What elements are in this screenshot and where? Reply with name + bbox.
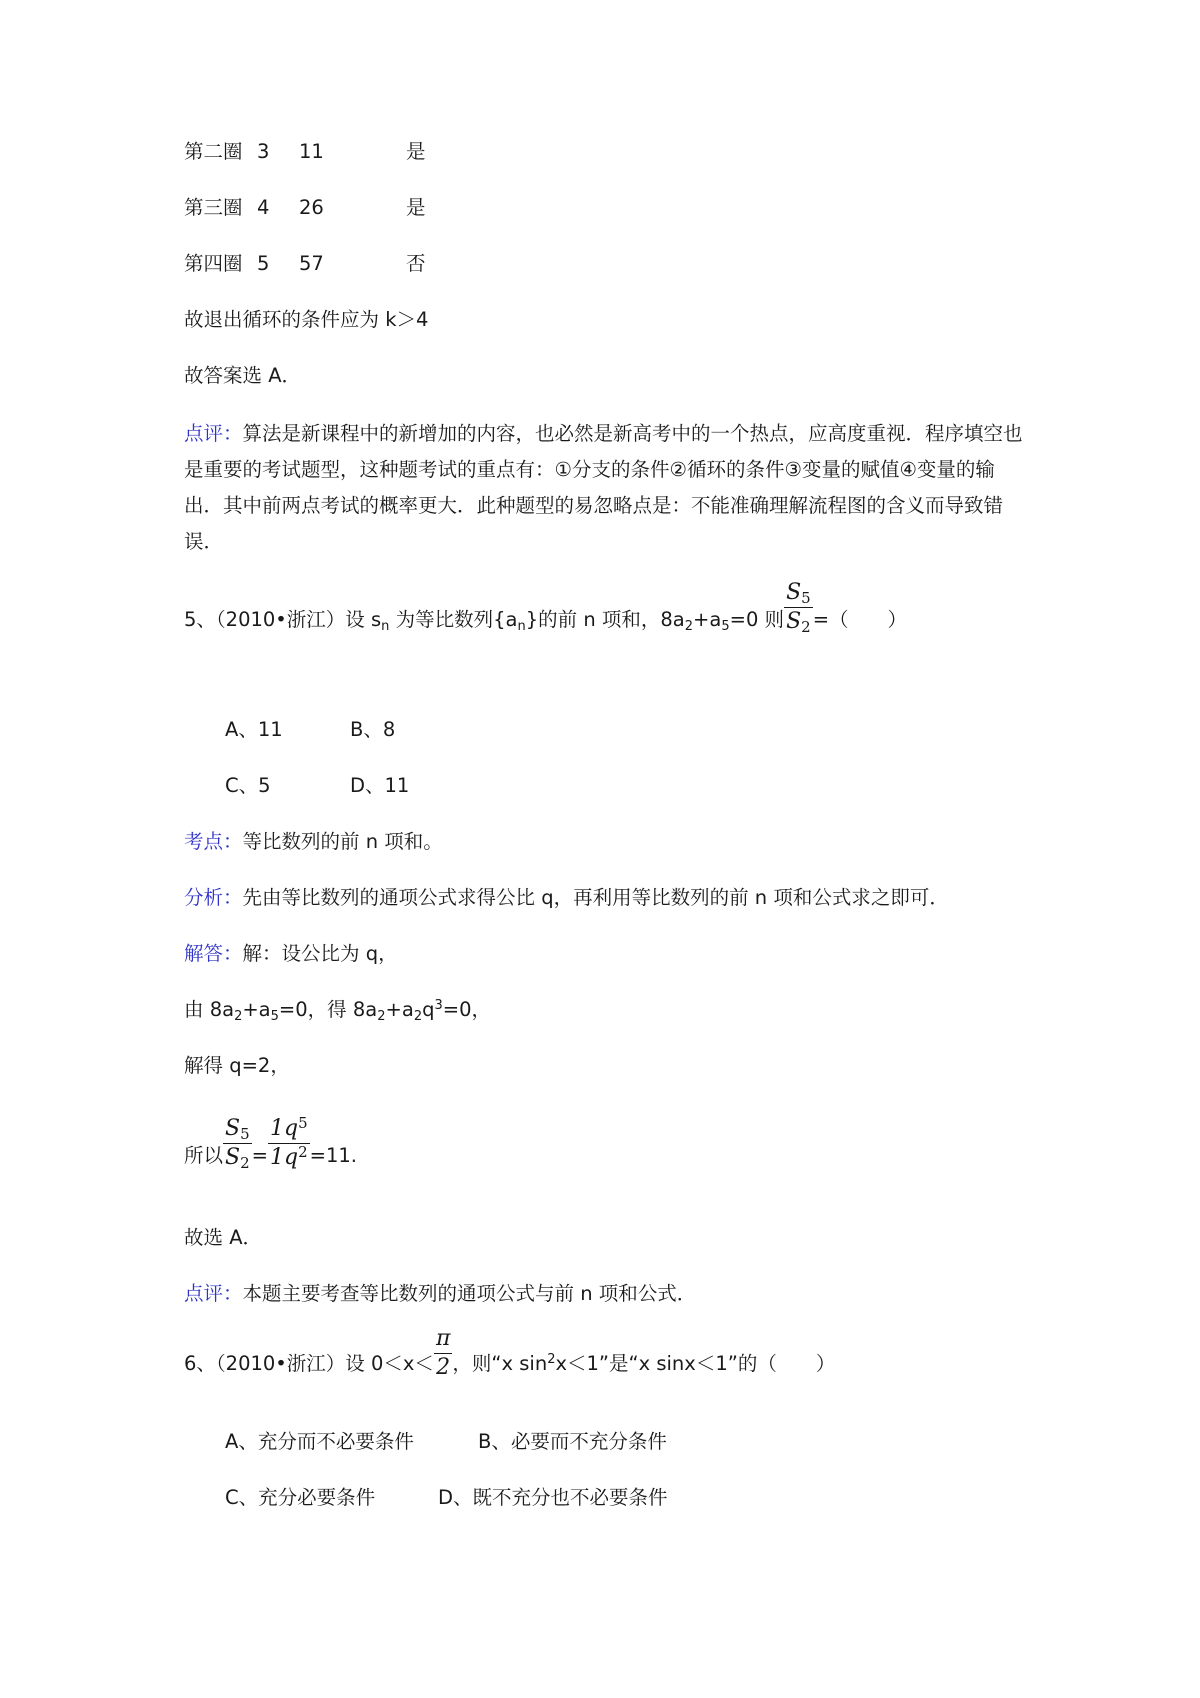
q5-options-row1 bbox=[225, 716, 396, 744]
option-c: C、5 bbox=[225, 774, 271, 797]
q5-options-row2 bbox=[225, 772, 410, 800]
q5-step3: 所以 $\frac{S_5}{S_2}$ = $\frac{1q^5}{1q^2}$ =11. bbox=[184, 1114, 357, 1172]
loop-row-result: 是 bbox=[406, 196, 426, 219]
loop-row-label: 第三圈 bbox=[184, 196, 243, 219]
review-label: 点评： bbox=[184, 422, 243, 445]
exit-condition: 故退出循环的条件应为 k＞4 bbox=[184, 308, 429, 331]
ratio-formula-fraction: $\frac{1q^5}{1q^2}$ bbox=[269, 1114, 308, 1170]
q5-conclusion: 故选 A． bbox=[184, 1226, 263, 1249]
loop-row-k: 3 bbox=[257, 140, 270, 163]
option-c: C、充分必要条件 bbox=[225, 1486, 376, 1509]
loop-row-s: 57 bbox=[299, 252, 324, 275]
option-b: B、必要而不充分条件 bbox=[478, 1430, 667, 1453]
pi-over-2-fraction: $\frac{\pi}{2}$ bbox=[435, 1326, 451, 1380]
q4-review bbox=[184, 416, 1024, 560]
loop-row-label: 第二圈 bbox=[184, 140, 243, 163]
loop-row-k: 4 bbox=[257, 196, 270, 219]
loop-row-2 bbox=[184, 138, 426, 166]
loop-row-result: 是 bbox=[406, 140, 426, 163]
q5-jieda: 解答：解：设公比为 q， bbox=[184, 942, 398, 965]
q6-options-row2 bbox=[225, 1484, 668, 1512]
q5-review: 点评：本题主要考查等比数列的通项公式与前 n 项和公式． bbox=[184, 1282, 697, 1305]
option-b: B、8 bbox=[350, 718, 396, 741]
review-text: 算法是新课程中的新增加的内容，也必然是新高考中的一个热点，应高度重视．程序填空也是重要的考试题型，这种题考试的重点有：①分支的条件②循环的条件③变量的赋值④变量的输出．其中前两点考试的概率更大．此种题型的易忽略点是：不能准确理解流程图的含义而导致错误． bbox=[184, 422, 1023, 553]
loop-row-4 bbox=[184, 250, 426, 278]
q6-options-row1 bbox=[225, 1428, 667, 1456]
option-a: A、11 bbox=[225, 718, 283, 741]
q4-answer: 故答案选 A． bbox=[184, 364, 302, 387]
loop-row-3 bbox=[184, 194, 426, 222]
q5-step1: 由 $8a_2+a_5=0$，得 $8a_2+a_2q^3=0$， bbox=[184, 998, 492, 1024]
s5-over-s2-fraction: $\frac{S_5}{S_2}$ bbox=[225, 1116, 250, 1172]
loop-row-s: 11 bbox=[299, 140, 324, 163]
loop-row-result: 否 bbox=[406, 252, 426, 275]
s5-over-s2-fraction: $\frac{S_5}{S_2}$ bbox=[786, 580, 811, 636]
option-a: A、充分而不必要条件 bbox=[225, 1430, 414, 1453]
q5-stem: 5、（2010•浙江）设 $s_n$ 为等比数列$\{a_n\}$的前 n 项和，$8a_2+a_5=0$ 则 $\frac{S_5}{S_2}$ =（ ） bbox=[184, 580, 908, 636]
loop-row-s: 26 bbox=[299, 196, 324, 219]
q5-step2: 解得 q=2， bbox=[184, 1054, 290, 1077]
option-d: D、11 bbox=[350, 774, 410, 797]
q6-stem: 6、（2010•浙江）设 0＜x＜ $\frac{\pi}{2}$ ，则“x $\sin^2x<1$”是“x sinx＜1”的（ ） bbox=[184, 1326, 836, 1380]
loop-row-label: 第四圈 bbox=[184, 252, 243, 275]
q5-kaodian: 考点：等比数列的前 n 项和。 bbox=[184, 830, 443, 853]
option-d: D、既不充分也不必要条件 bbox=[438, 1486, 668, 1509]
q5-fenxi: 分析：先由等比数列的通项公式求得公比 q，再利用等比数列的前 n 项和公式求之即可． bbox=[184, 886, 949, 909]
loop-row-k: 5 bbox=[257, 252, 270, 275]
